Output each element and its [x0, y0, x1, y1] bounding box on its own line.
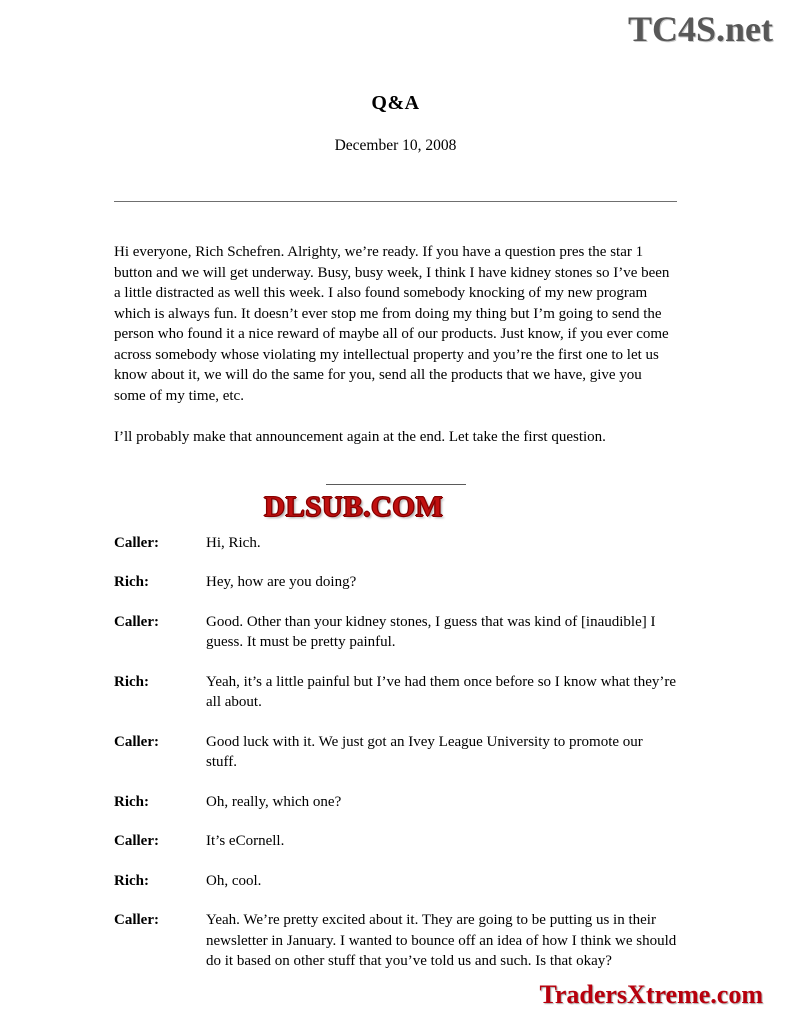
speaker-label: Rich:	[114, 872, 149, 889]
utterance-text: Good luck with it. We just got an Ivey League University to promote our stuff.	[206, 733, 643, 770]
center-watermark: DLSUB.COM	[258, 489, 449, 526]
second-paragraph: I’ll probably make that announcement again at the end. Let take the first question.	[114, 429, 606, 445]
transcript-row	[114, 612, 677, 653]
speaker-label: Rich:	[114, 574, 149, 590]
document-body	[114, 78, 677, 991]
utterance-text: Good. Other than your kidney stones, I guess that was kind of [inaudible] I guess. It must be pretty painful.	[206, 613, 656, 650]
utterance-text: Hey, how are you doing?	[206, 574, 357, 590]
utterance-text: Yeah, it’s a little painful but I’ve had them once before so I know what they’re all about.	[206, 673, 677, 710]
speaker-label: Caller:	[114, 833, 159, 849]
transcript-row	[114, 672, 677, 713]
speaker-label: Rich:	[114, 793, 149, 810]
page-title: Q&A	[371, 92, 420, 114]
transcript-row	[114, 792, 677, 813]
transcript-row	[114, 732, 677, 773]
speaker-label: Caller:	[114, 534, 159, 551]
top-watermark: TC4S.net	[627, 9, 773, 49]
section-divider	[326, 484, 466, 485]
speaker-label: Caller:	[114, 733, 159, 750]
transcript-row	[114, 533, 677, 554]
transcript	[114, 533, 677, 972]
intro-paragraph: Hi everyone, Rich Schefren. Alrighty, we’re ready. If you have a question pres the star 1 button and we will get underway. Busy, busy week, I think I have kidney stones so I’ve been a little distracted as well this week. I also found somebody knocking of my new program which is always fun. It doesn’t ever stop me from doing my thing but I’m going to send the person who found it a nice reward of maybe all of our products. Just know, if you ever come across somebody whose violating my intellectual property and you’re the first one to let us know about it, we will do the same for you, send all the products that we have, give you some of my time, etc.	[114, 244, 670, 404]
utterance-text: Yeah. We’re pretty excited about it. They are going to be putting us in their newsletter in January. I wanted to bounce off an idea of how I think we should do it based on other stuff that you’ve told us and such. Is that okay?	[206, 912, 677, 969]
header-divider	[114, 201, 677, 202]
utterance-text: Hi, Rich.	[206, 534, 261, 551]
bottom-watermark: TradersXtreme.com	[539, 980, 763, 1009]
transcript-row	[114, 831, 677, 852]
speaker-label: Caller:	[114, 613, 159, 630]
transcript-row	[114, 910, 677, 972]
utterance-text: Oh, cool.	[206, 872, 262, 889]
document-date: December 10, 2008	[334, 137, 457, 154]
speaker-label: Rich:	[114, 673, 149, 690]
utterance-text: It’s eCornell.	[206, 833, 285, 849]
transcript-row	[114, 572, 677, 593]
utterance-text: Oh, really, which one?	[206, 793, 342, 810]
speaker-label: Caller:	[114, 912, 159, 928]
transcript-row	[114, 871, 677, 892]
